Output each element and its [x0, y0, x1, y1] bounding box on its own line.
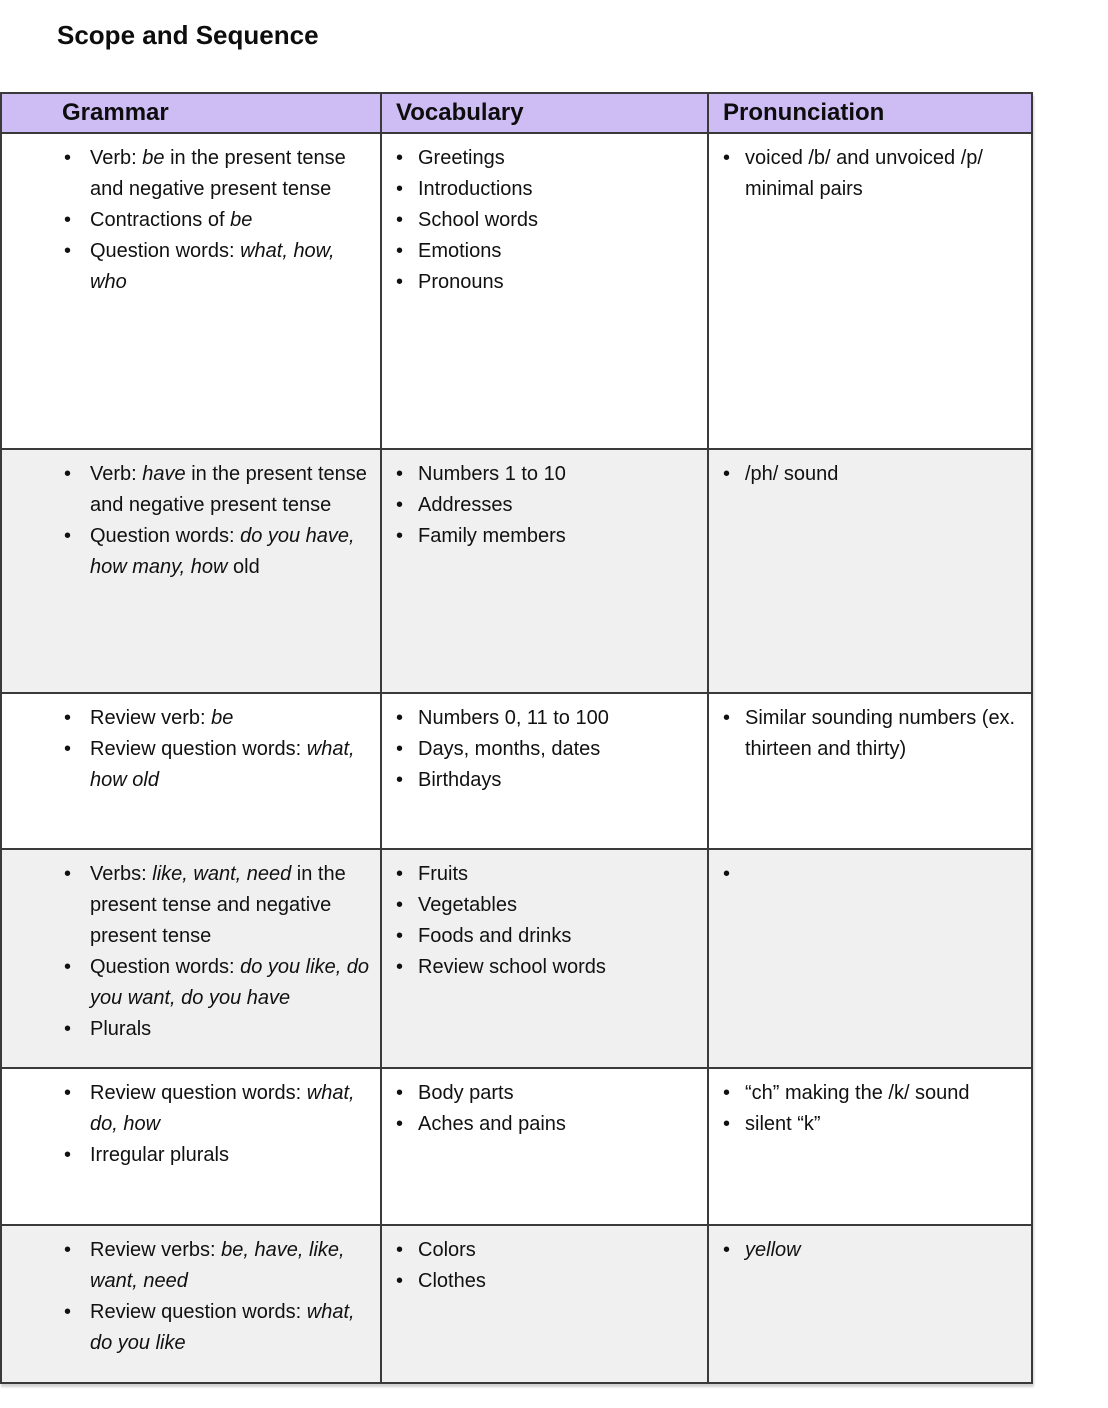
table-row [1, 693, 1032, 849]
bullet-item: • Review question words: what, how old [64, 734, 374, 796]
bullet-list [2, 1235, 374, 1359]
bullet-item: • Numbers 0, 11 to 100 [396, 703, 701, 734]
vocabulary-cell [381, 693, 708, 849]
bullet-item: • Vegetables [396, 890, 701, 921]
bullet-item: • Foods and drinks [396, 921, 701, 952]
bullet-item: • /ph/ sound [723, 459, 1025, 490]
vocabulary-cell [381, 1225, 708, 1383]
header-row [1, 93, 1032, 133]
bullet-list [709, 859, 1025, 890]
table-row [1, 133, 1032, 449]
table-row [1, 849, 1032, 1068]
bullet-item: • Question words: what, how, who [64, 236, 374, 298]
bullet-item: • Review question words: what, do you like [64, 1297, 374, 1359]
column-header-grammar: Grammar [1, 93, 381, 133]
bullet-item [723, 859, 1025, 890]
bullet-item: • Birthdays [396, 765, 701, 796]
bullet-item: • School words [396, 205, 701, 236]
bullet-list [382, 859, 701, 983]
table-row [1, 449, 1032, 693]
bullet-item: • voiced /b/ and unvoiced /p/ minimal pairs [723, 143, 1025, 205]
vocabulary-cell [381, 449, 708, 693]
bullet-item: • Question words: do you like, do you want, do you have [64, 952, 374, 1014]
bullet-item: • Verb: be in the present tense and negative present tense [64, 143, 374, 205]
bullet-item: • Body parts [396, 1078, 701, 1109]
bullet-item: • Family members [396, 521, 701, 552]
bullet-item: • Days, months, dates [396, 734, 701, 765]
bullet-list [709, 143, 1025, 205]
bullet-item: • Review school words [396, 952, 701, 983]
bullet-list [2, 1078, 374, 1171]
bullet-list [2, 459, 374, 583]
bullet-item: • Fruits [396, 859, 701, 890]
pronunciation-cell [708, 1068, 1032, 1225]
bullet-item: • Aches and pains [396, 1109, 701, 1140]
bullet-item: • yellow [723, 1235, 1025, 1266]
table-header [1, 93, 1032, 133]
table-body [1, 133, 1032, 1383]
bullet-item: • Greetings [396, 143, 701, 174]
bullet-item: • Addresses [396, 490, 701, 521]
bullet-list [709, 703, 1025, 765]
bullet-item: • Emotions [396, 236, 701, 267]
grammar-cell [1, 849, 381, 1068]
grammar-cell [1, 1225, 381, 1383]
bullet-item: • Review verbs: be, have, like, want, need [64, 1235, 374, 1297]
pronunciation-cell [708, 133, 1032, 449]
bullet-item: • Pronouns [396, 267, 701, 298]
pronunciation-cell [708, 449, 1032, 693]
pronunciation-cell [708, 1225, 1032, 1383]
grammar-cell [1, 1068, 381, 1225]
bullet-list [382, 1235, 701, 1297]
bullet-item: • Verb: have in the present tense and negative present tense [64, 459, 374, 521]
grammar-cell [1, 449, 381, 693]
bullet-item: • Colors [396, 1235, 701, 1266]
bullet-list [2, 859, 374, 1045]
vocabulary-cell [381, 133, 708, 449]
bullet-item: • Introductions [396, 174, 701, 205]
bullet-item: • Verbs: like, want, need in the present tense and negative present tense [64, 859, 374, 952]
pronunciation-cell [708, 849, 1032, 1068]
pronunciation-cell [708, 693, 1032, 849]
bullet-item: • Plurals [64, 1014, 374, 1045]
bullet-list [382, 459, 701, 552]
vocabulary-cell [381, 849, 708, 1068]
bullet-item: • Review question words: what, do, how [64, 1078, 374, 1140]
bullet-list [382, 703, 701, 796]
bullet-list [2, 143, 374, 298]
bullet-item: • Clothes [396, 1266, 701, 1297]
bullet-list [2, 703, 374, 796]
page-title: Scope and Sequence [57, 20, 319, 50]
column-header-pronunciation: Pronunciation [708, 93, 1032, 133]
table-row [1, 1068, 1032, 1225]
bullet-list [382, 1078, 701, 1140]
table-row [1, 1225, 1032, 1383]
bullet-list [382, 143, 701, 298]
bullet-list [709, 1078, 1025, 1140]
bullet-item: • Similar sounding numbers (ex. thirteen and thirty) [723, 703, 1025, 765]
grammar-cell [1, 693, 381, 849]
bullet-item: • Numbers 1 to 10 [396, 459, 701, 490]
grammar-cell [1, 133, 381, 449]
bullet-item: • Review verb: be [64, 703, 374, 734]
bullet-item: • Question words: do you have, how many, how old [64, 521, 374, 583]
bullet-item: • silent “k” [723, 1109, 1025, 1140]
column-header-vocabulary: Vocabulary [381, 93, 708, 133]
bullet-item: • Irregular plurals [64, 1140, 374, 1171]
bullet-item: • “ch” making the /k/ sound [723, 1078, 1025, 1109]
scope-and-sequence-table [0, 92, 1033, 1384]
bullet-list [709, 459, 1025, 490]
vocabulary-cell [381, 1068, 708, 1225]
bullet-list [709, 1235, 1025, 1266]
bullet-item: • Contractions of be [64, 205, 374, 236]
